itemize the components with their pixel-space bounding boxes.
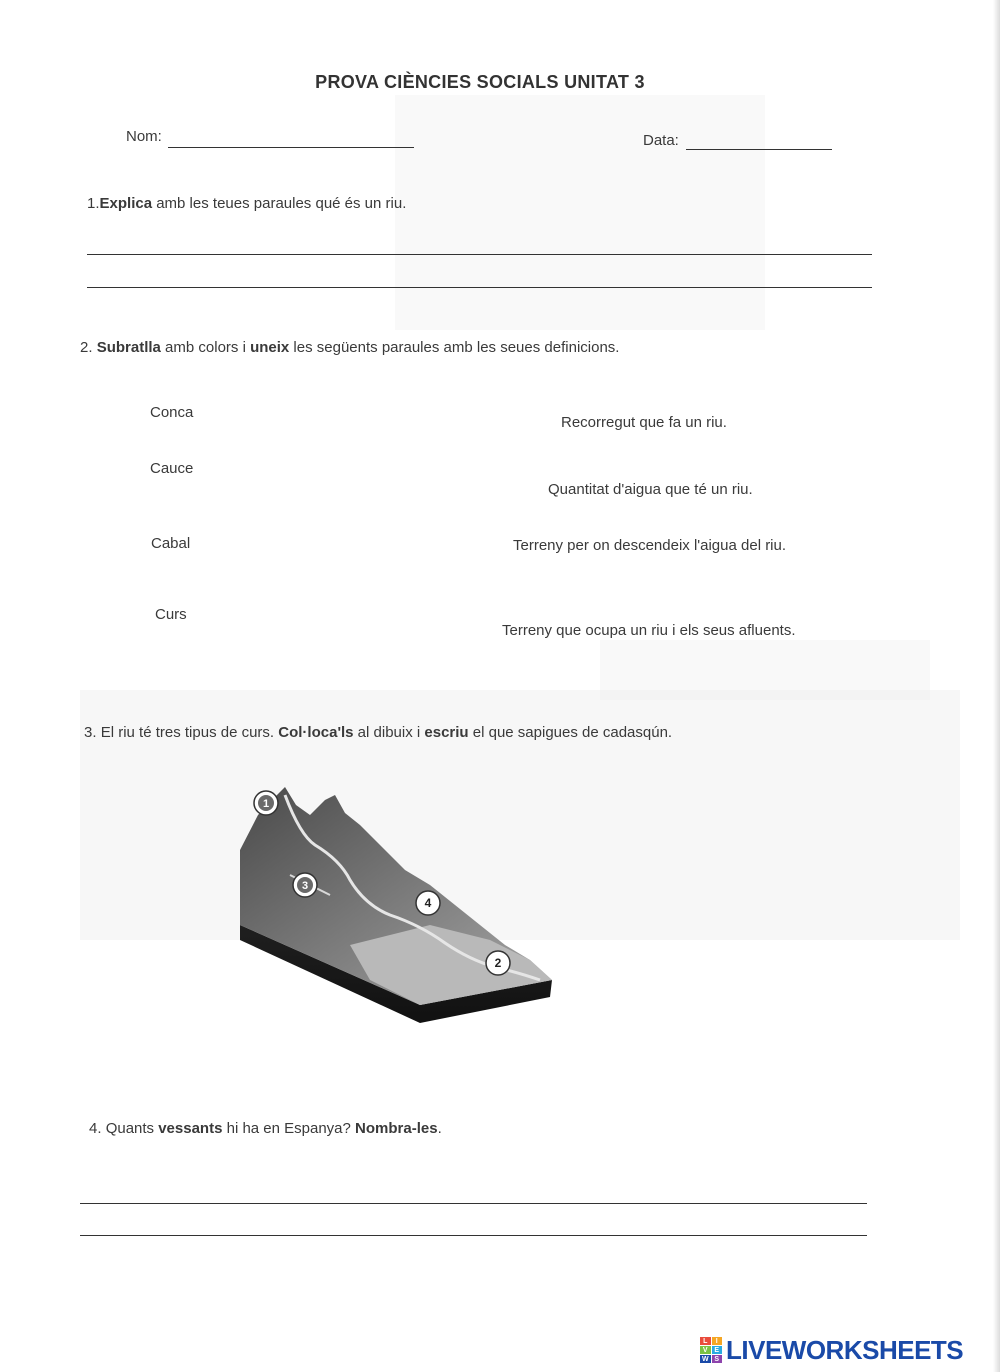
logo-mark-s: S [712,1355,723,1363]
question-1-text: amb les teues paraules qué és un riu. [152,195,407,212]
page-title: PROVA CIÈNCIES SOCIALS UNITAT 3 [315,72,645,92]
marker-2[interactable] [486,951,510,975]
question-2-text-2: les següents paraules amb les seues definicions. [289,339,620,356]
question-2-text-1: amb colors i [160,339,251,356]
logo-mark-e: E [712,1346,723,1354]
question-4-text-1: Quants [105,1120,159,1137]
question-4-text-2: hi ha en Espanya? [222,1120,356,1137]
question-3-text-3: el que sapigues de cadasqún. [468,724,673,741]
question-4-text-3: . [437,1120,442,1137]
answer-line-1a[interactable] [87,254,872,255]
question-2-keyword-2: uneix [250,339,290,356]
question-3-text-1: El riu té tres tipus de curs. [100,724,279,741]
show-through-1 [395,95,765,330]
answer-line-1b[interactable] [87,287,872,288]
scan-edge-shadow [993,0,1000,1372]
question-3 [84,724,672,741]
marker-3-label: 3 [301,880,309,892]
question-1-keyword: Explica [99,195,153,212]
question-3-keyword-2: escriu [424,724,469,741]
marker-3[interactable] [293,873,317,897]
marker-1-label: 1 [262,798,270,810]
answer-line-4b[interactable] [80,1235,867,1236]
question-1-number: 1. [87,195,100,212]
question-4-keyword-1: vessants [158,1120,223,1137]
show-through-3 [600,640,930,700]
match-definition-3[interactable]: Terreny per on descendeix l'aigua del riu. [513,537,787,554]
question-4-keyword-2: Nombra-les [355,1120,438,1137]
question-3-keyword-1: Col·loca'ls [278,724,354,741]
question-2-number: 2. [80,339,97,356]
match-definition-4[interactable]: Terreny que ocupa un riu i els seus afluents. [502,622,796,639]
question-4-number: 4. [89,1120,106,1137]
liveworksheets-logo [700,1334,963,1366]
logo-mark-v: V [700,1346,711,1354]
match-word-curs[interactable]: Curs [155,606,187,623]
date-input-line[interactable] [686,149,832,150]
river-course-diagram [230,775,570,1030]
match-word-cabal[interactable]: Cabal [151,535,191,552]
question-2 [80,339,619,356]
answer-line-4a[interactable] [80,1203,867,1204]
logo-mark-icon [700,1337,722,1363]
match-definition-1[interactable]: Recorregut que fa un riu. [561,414,727,431]
marker-4-label: 4 [424,896,432,910]
date-label: Data: [643,132,679,149]
question-1 [87,195,406,212]
logo-text: LIVEWORKSHEETS [726,1334,964,1365]
marker-2-label: 2 [494,956,502,970]
logo-mark-w: W [701,1355,709,1363]
question-3-number: 3. [84,724,101,741]
marker-4[interactable] [416,891,440,915]
question-2-keyword-1: Subratlla [96,339,161,356]
name-input-line[interactable] [168,147,414,148]
match-word-conca[interactable]: Conca [150,404,194,421]
logo-mark-l: L [700,1337,711,1345]
match-definition-2[interactable]: Quantitat d'aigua que té un riu. [548,481,753,498]
question-4 [89,1120,442,1137]
logo-mark-i: I [712,1337,723,1345]
question-3-text-2: al dibuix i [353,724,425,741]
name-label: Nom: [126,128,162,145]
marker-1[interactable] [254,791,278,815]
match-word-cauce[interactable]: Cauce [150,460,194,477]
